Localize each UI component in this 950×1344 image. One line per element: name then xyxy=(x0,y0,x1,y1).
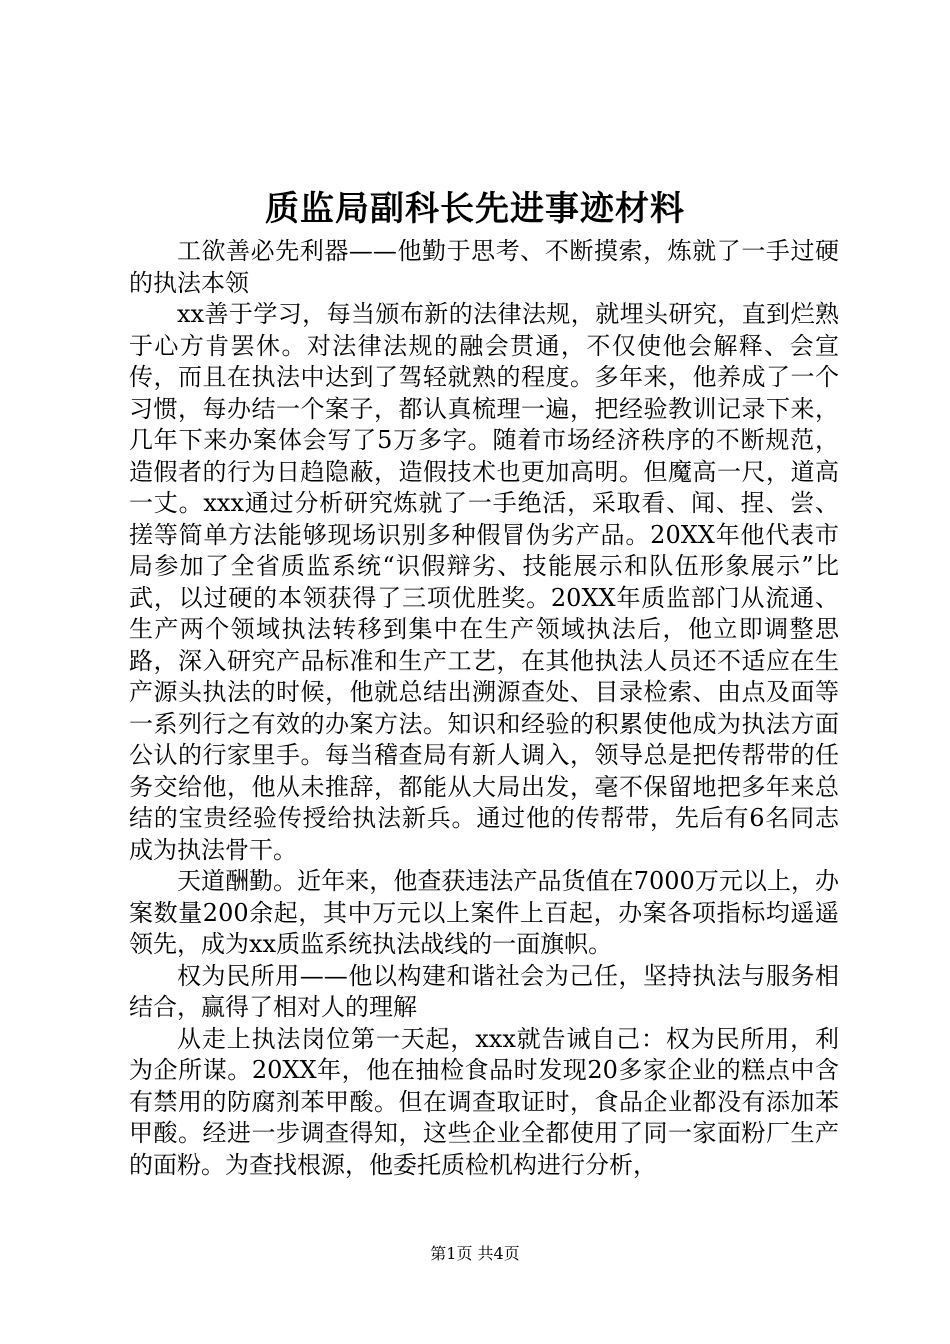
page-footer xyxy=(0,1243,950,1265)
page-total: 共4页 xyxy=(477,1244,520,1263)
paragraph-3: 天道酬勤。近年来，他查获违法产品货值在7000万元以上，办案数量200余起，其中万元以上案件上百起，办案各项指标均遥遥领先，成为xx质监系统执法战线的一面旗帜。 xyxy=(129,867,839,958)
document-body xyxy=(129,236,839,1181)
paragraph-4: 权为民所用——他以构建和谐社会为己任，坚持执法与服务相结合，赢得了相对人的理解 xyxy=(129,961,839,1021)
paragraph-2: xx善于学习，每当颁布新的法律法规，就埋头研究，直到烂熟于心方肯罢休。对法律法规的融会贯通，不仅使他会解释、会宣传，而且在执法中达到了驾轻就熟的程度。多年来，他养成了一个习惯，每办结一个案子，都认真梳理一遍，把经验教训记录下来，几年下来办案体会写了5万多字。随着市场经济秩序的不断规范，造假者的行为日趋隐蔽，造假技术也更加高明。但魔高一尺，道高一丈。xxx通过分析研究炼就了一手绝活，采取看、闻、捏、尝、搓等简单方法能够现场识别多种假冒伪劣产品。20XX年他代表市局参加了全省质监系统“识假辩劣、技能展示和队伍形象展示”比武，以过硬的本领获得了三项优胜奖。20XX年质监部门从流通、生产两个领域执法转移到集中在生产领域执法后，他立即调整思路，深入研究产品标准和生产工艺，在其他执法人员还不适应在生产源头执法的时候，他就总结出溯源查处、目录检索、由点及面等一系列行之有效的办案方法。知识和经验的积累使他成为执法方面公认的行家里手。每当稽查局有新人调入，领导总是把传帮带的任务交给他，他从未推辞，都能从大局出发，毫不保留地把多年来总结的宝贵经验传授给执法新兵。通过他的传帮带，先后有6名同志成为执法骨干。 xyxy=(129,300,839,864)
page-number: 第1页 xyxy=(430,1244,473,1263)
document-title: 质监局副科长先进事迹材料 xyxy=(265,189,685,229)
paragraph-5: 从走上执法岗位第一天起，xxx就告诫自己：权为民所用，利为企所谋。20XX年，他在抽检食品时发现20多家企业的糕点中含有禁用的防腐剂苯甲酸。但在调查取证时，食品企业都没有添加苯甲酸。经进一步调查得知，这些企业全都使用了同一家面粉厂生产的面粉。为查找根源，他委托质检机构进行分析， xyxy=(129,1024,839,1179)
paragraph-1: 工欲善必先利器——他勤于思考、不断摸索，炼就了一手过硬的执法本领 xyxy=(129,237,839,297)
